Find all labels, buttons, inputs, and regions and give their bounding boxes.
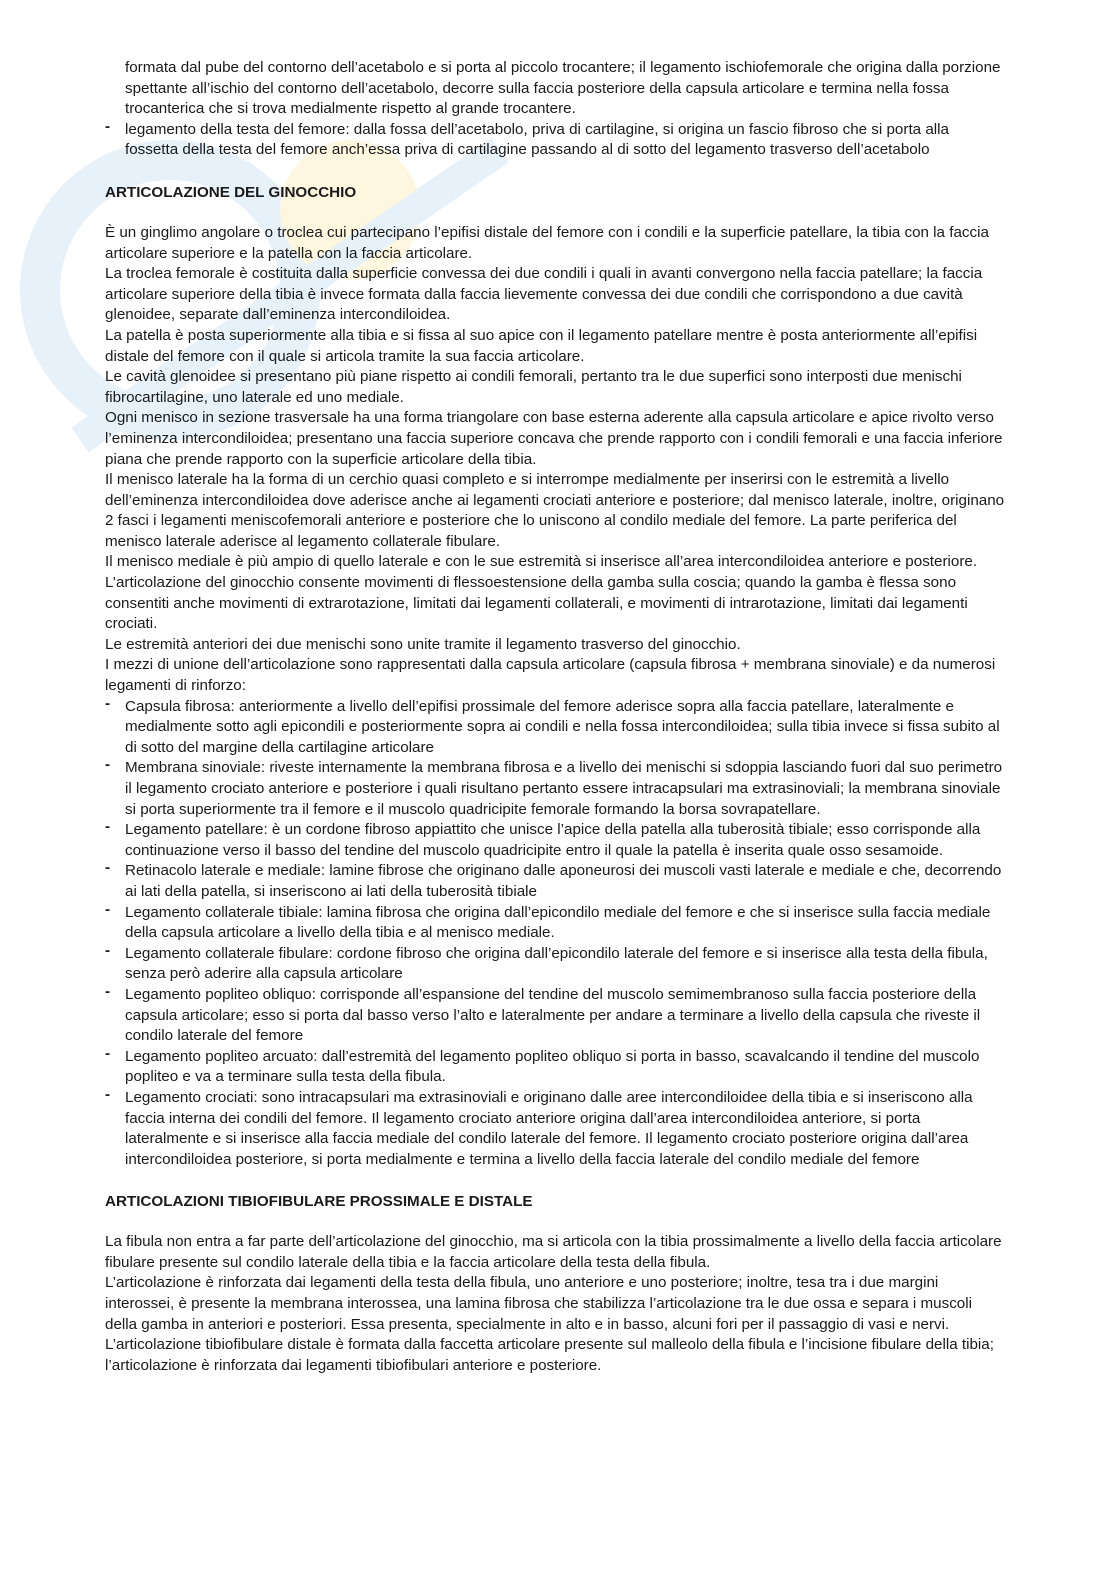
- knee-ligament-list: [105, 697, 1005, 1171]
- list-item: - Membrana sinoviale: riveste internamente la membrana fibrosa e a livello dei menischi si sdoppia lasciando fuori dal suo perimetro il legamento crociato anteriore e posteriore i quali risultano pertanto essere intracapsulari ma extrasinoviali; la membrana sinoviale si porta superiormente tra il femore e il muscolo quadricipite femorale formando la borsa sovrapatellare.: [105, 758, 1005, 820]
- knee-paragraph: I mezzi di unione dell’articolazione sono rappresentati dalla capsula articolare (capsula fibrosa + membrana sinoviale) e da numerosi legamenti di rinforzo:: [105, 656, 996, 695]
- list-item: - Retinacolo laterale e mediale: lamine fibrose che originano dalle aponeurosi dei muscoli vasti laterale e mediale e che, decorrendo ai lati della patella, si inseriscono ai lati della tuberosità tibiale: [105, 861, 1005, 902]
- section-title-knee: ARTICOLAZIONE DEL GINOCCHIO: [105, 183, 357, 201]
- intro-continuation: formata dal pube del contorno dell’acetabolo e si porta al piccolo trocantere; il legamento ischiofemorale che origina dalla porzione spettante all’ischio del contorno dell’acetabolo, decorre sulla faccia posteriore della capsula articolare e termina nella fossa trocanterica che si trova medialmente rispetto al grande trocantere.: [125, 59, 1001, 118]
- list-item: - Legamento popliteo arcuato: dall’estremità del legamento popliteo obliquo si porta in basso, scavalcando il tendine del muscolo popliteo e va a terminare sulla testa della fibula.: [105, 1047, 1005, 1088]
- knee-paragraph: Le cavità glenoidee si presentano più piane rispetto ai condili femorali, pertanto tra le due superfici sono interposti due menischi fibrocartilagine, uno laterale ed uno mediale.: [105, 368, 962, 406]
- document-page: [105, 58, 1005, 1376]
- knee-paragraph: Il menisco mediale è più ampio di quello laterale e con le sue estremità si inserisce all’area intercondiloidea anteriore e posteriore.: [105, 553, 978, 571]
- list-item: - Legamento crociati: sono intracapsulari ma extrasinoviali e originano dalle aree intercondiloidee della tibia e si inseriscono alla faccia interna dei condili del femore. Il legamento crociato anteriore origina dall’area intercondiloidea anteriore, si porta lateralmente e si inserisce alla faccia mediale del condilo laterale del femore. Il legamento crociato posteriore origina dall’area intercondiloidea posteriore, si porta medialmente e termina a livello della faccia laterale del condilo mediale del femore: [105, 1088, 1005, 1170]
- list-item: - Legamento collaterale tibiale: lamina fibrosa che origina dall’epicondilo mediale del femore e che si inserisce sulla faccia mediale della capsula articolare a livello della tibia e al menisco mediale.: [105, 903, 1005, 944]
- list-item: - Legamento popliteo obliquo: corrisponde all’espansione del tendine del muscolo semimembranoso sulla faccia posteriore della capsula articolare; esso si porta dal basso verso l’alto e lateralmente per andare a terminare a livello della capsula che riveste il condilo laterale del femore: [105, 985, 1005, 1047]
- knee-paragraph: Il menisco laterale ha la forma di un cerchio quasi completo e si interrompe medialmente per inserirsi con le estremità a livello dell’eminenza intercondiloidea dove aderisce anche ai legamenti crociati anteriore e posteriore; dal menisco laterale, inoltre, originano 2 fasci i legamenti meniscofemorali anteriore e posteriore che lo uniscono al condilo mediale del femore. La parte periferica del menisco laterale aderisce al legamento collaterale fibulare.: [105, 471, 1005, 550]
- list-item: - legamento della testa del femore: dalla fossa dell’acetabolo, priva di cartilagine, si origina un fascio fibroso che si porta alla fossetta della testa del femore anch’essa priva di cartilagine passando al di sotto del legamento trasverso dell’acetabolo: [105, 120, 1005, 161]
- knee-paragraph: La troclea femorale è costituita dalla superficie convessa dei due condili i quali in avanti convergono nella faccia patellare; la faccia articolare superiore della tibia è invece formata dalla faccia lievemente convessa dei due condili che corrispondono a due cavità glenoidee, separate dall’eminenza intercondiloidea.: [105, 265, 983, 324]
- list-item: - Capsula fibrosa: anteriormente a livello dell’epifisi prossimale del femore aderisce sopra alla faccia patellare, lateralmente e medialmente sotto agli epicondili e posteriormente sopra ai condili e nella fossa intercondiloidea; sulla tibia invece si fissa subito al di sotto del margine della cartilagine articolare: [105, 697, 1005, 759]
- tibiofibular-paragraph: La fibula non entra a far parte dell’articolazione del ginocchio, ma si articola con la tibia prossimalmente a livello della faccia articolare fibulare presente sul condilo laterale della tibia e la faccia articolare della testa della fibula.: [105, 1233, 1002, 1271]
- tibiofibular-paragraph: L’articolazione tibiofibulare distale è formata dalla faccetta articolare presente sul malleolo della fibula e l’incisione fibulare della tibia; l’articolazione è rinforzata dai legamenti tibiofibulari anteriore e posteriore.: [105, 1336, 994, 1374]
- knee-paragraph: L’articolazione del ginocchio consente movimenti di flessoestensione della gamba sulla coscia; quando la gamba è flessa sono consentiti anche movimenti di extrarotazione, limitati dai legamenti collaterali, e movimenti di intrarotazione, limitati dai legamenti crociati.: [105, 574, 968, 633]
- list-item: - Legamento patellare: è un cordone fibroso appiattito che unisce l’apice della patella alla tuberosità tibiale; esso corrisponde alla continuazione verso il basso del tendine del muscolo quadricipite entro il quale la patella è inserita quale osso sesamoide.: [105, 820, 1005, 861]
- knee-paragraph: È un ginglimo angolare o troclea cui partecipano l’epifisi distale del femore con i condili e la superficie patellare, la tibia con la faccia articolare superiore e la patella con la faccia articolare.: [105, 223, 989, 262]
- knee-paragraph: La patella è posta superiormente alla tibia e si fissa al suo apice con il legamento patellare mentre è posta anteriormente all’epifisi distale del femore con il quale si articola tramite la sua faccia articolare.: [105, 326, 978, 365]
- tibiofibular-paragraph: L’articolazione è rinforzata dai legamenti della testa della fibula, uno anteriore e uno posteriore; inoltre, tesa tra i due margini interossei, è presente la membrana interossea, una lamina fibrosa che stabilizza l’articolazione tra le due ossa e separa i muscoli della gamba in anteriori e posteriori. Essa presenta, specialmente in alto e in basso, alcuni fori per il passaggio di vasi e nervi.: [105, 1274, 972, 1333]
- intro-bullet-list: [105, 120, 1005, 161]
- section-title-tibiofibular: ARTICOLAZIONI TIBIOFIBULARE PROSSIMALE E DISTALE: [105, 1193, 533, 1211]
- list-item: - Legamento collaterale fibulare: cordone fibroso che origina dall’epicondilo laterale del femore e si inserisce alla testa della fibula, senza però aderire alla capsula articolare: [105, 944, 1005, 985]
- knee-paragraph: Ogni menisco in sezione trasversale ha una forma triangolare con base esterna aderente alla capsula articolare e apice rivolto verso l’eminenza intercondiloidea; presentano una faccia superiore concava che prende rapporto con i condili femorali e una faccia inferiore piana che prende rapporto con la superficie articolare della tibia.: [105, 409, 1003, 468]
- knee-paragraph: Le estremità anteriori dei due menischi sono unite tramite il legamento trasverso del ginocchio.: [105, 635, 741, 653]
